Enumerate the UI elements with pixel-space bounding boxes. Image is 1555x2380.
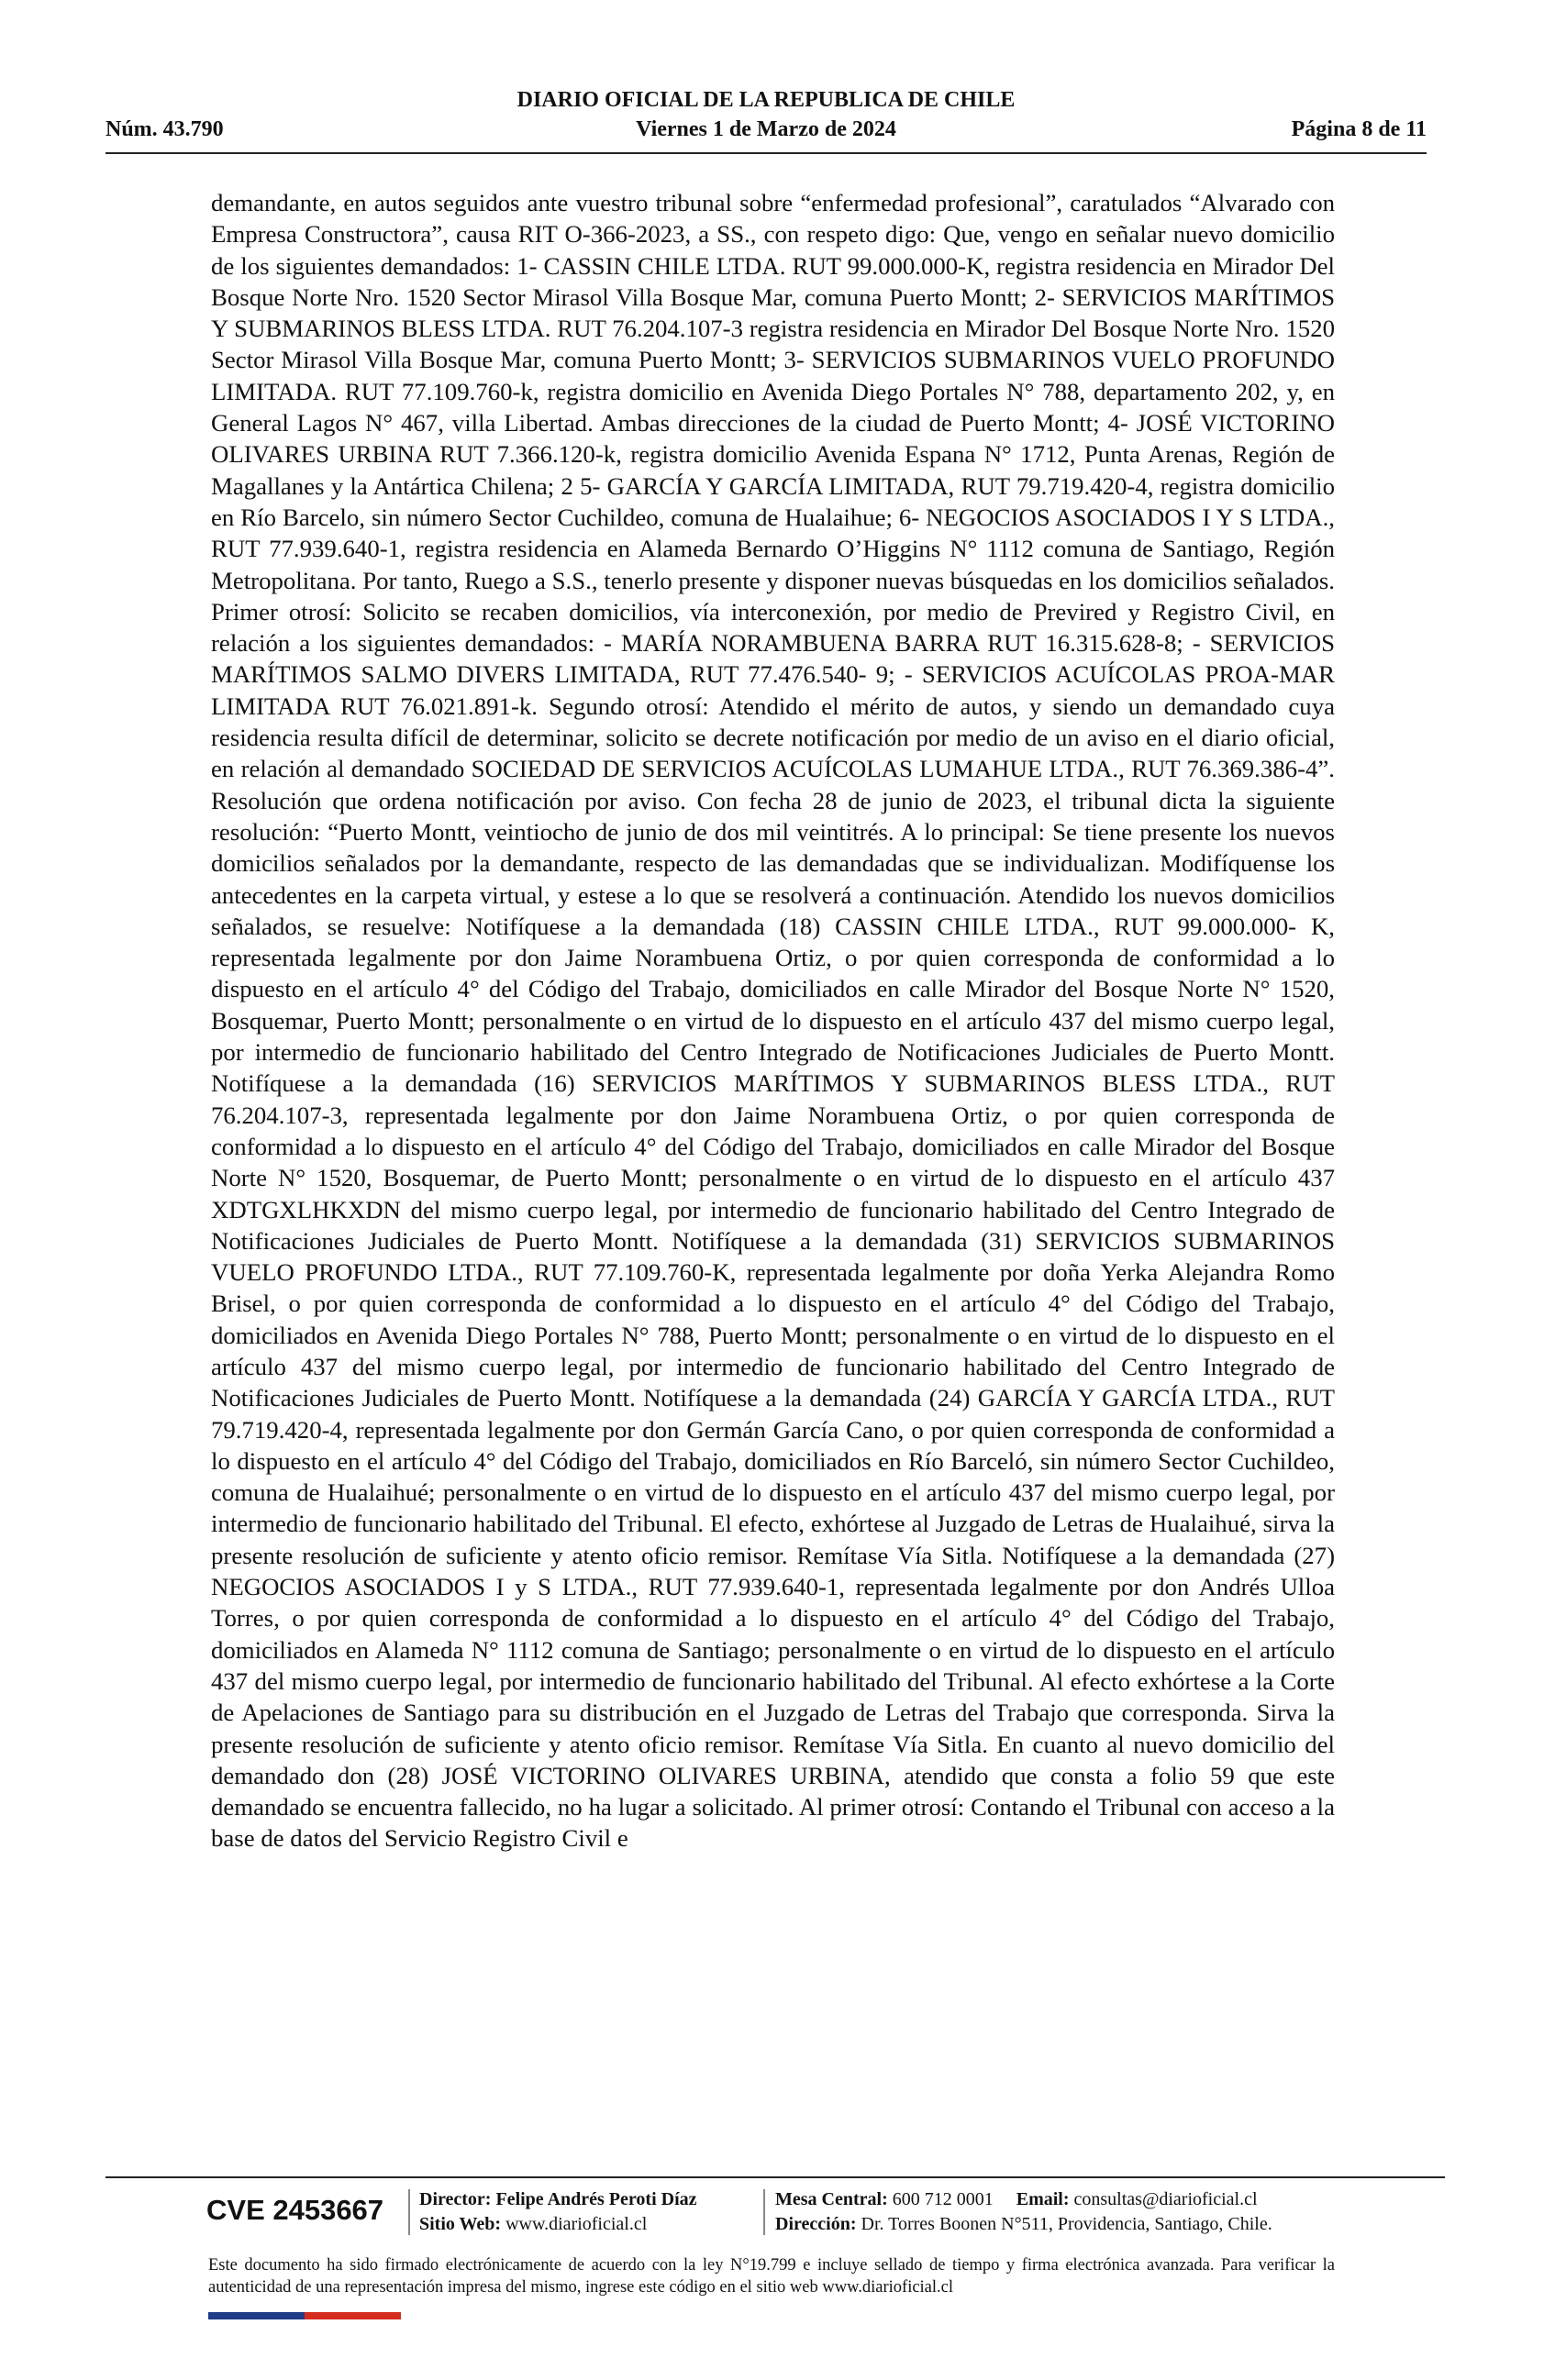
address-line [775, 2212, 1272, 2237]
website-label: Sitio Web: [419, 2214, 502, 2234]
issue-number: Núm. 43.790 [106, 117, 224, 141]
address-value: Dr. Torres Boonen N°511, Providencia, Santiago, Chile. [861, 2214, 1272, 2234]
footer-contact-block [775, 2187, 1272, 2237]
website-link[interactable]: www.diarioficial.cl [505, 2214, 648, 2234]
email-label: Email: [1016, 2189, 1070, 2209]
body-text: demandante, en autos seguidos ante vuestro tribunal sobre “enfermedad profesional”, caratulados “Alvarado con Empresa Constructora”, causa RIT O-366-2023, a SS., con respeto digo: Que, vengo en señalar nuevo domicilio de los siguientes demandados: 1- CASSIN CHILE LTDA. RUT 99.000.000-K, registra residencia en Mirador Del Bosque Norte Nro. 1520 Sector Mirasol Villa Bosque Mar, comuna Puerto Montt; 2- SERVICIOS MARÍTIMOS Y SUBMARINOS BLESS LTDA. RUT 76.204.107-3 registra residencia en Mirador Del Bosque Norte Nro. 1520 Sector Mirasol Villa Bosque Mar, comuna Puerto Montt; 3- SERVICIOS SUBMARINOS VUELO PROFUNDO LIMITADA. RUT 77.109.760-k, registra domicilio en Avenida Diego Portales N° 788, departamento 202, y, en General Lagos N° 467, villa Libertad. Ambas direcciones de la ciudad de Puerto Montt; 4- JOSÉ VICTORINO OLIVARES URBINA RUT 7.366.120-k, registra domicilio Avenida Espana N° 1712, Punta Arenas, Región de Magallanes y la Antártica Chilena; 2 5- GARCÍA Y GARCÍA LIMITADA, RUT 79.719.420-4, registra domicilio en Río Barcelo, sin número Sector Cuchildeo, comuna de Hualaihue; 6- NEGOCIOS ASOCIADOS I Y S LTDA., RUT 77.939.640-1, registra residencia en Alameda Bernardo O’Higgins N° 1112 comuna de Santiago, Región Metropolitana. Por tanto, Ruego a S.S., tenerlo presente y disponer nuevas búsquedas en los domicilios señalados. Primer otrosí: Solicito se recaben domicilios, vía interconexión, por medio de Previred y Registro Civil, en relación a los siguientes demandados: - MARÍA NORAMBUENA BARRA RUT 16.315.628-8; - SERVICIOS MARÍTIMOS SALMO DIVERS LIMITADA, RUT 77.476.540- 9; - SERVICIOS ACUÍCOLAS PROA-MAR LIMITADA RUT 76.021.891-k. Segundo otrosí: Atendido el mérito de autos, y siendo un demandado cuya residencia resulta difícil de determinar, solicito se decrete notificación por medio de un aviso en el diario oficial, en relación al demandado SOCIEDAD DE SERVICIOS ACUÍCOLAS LUMAHUE LTDA., RUT 76.369.386-4”. Resolución que ordena notificación por aviso. Con fecha 28 de junio de 2023, el tribunal dicta la siguiente resolución: “Puerto Montt, veintiocho de junio de dos mil veintitrés. A lo principal: Se tiene presente los nuevos domicilios señalados por la demandante, respecto de las demandadas que se individualizan. Modifíquense los antecedentes en la carpeta virtual, y estese a lo que se resolverá a continuación. Atendido los nuevos domicilios señalados, se resuelve: Notifíquese a la demandada (18) CASSIN CHILE LTDA., RUT 99.000.000- K, representada legalmente por don Jaime Norambuena Ortiz, o por quien corresponda de conformidad a lo dispuesto en el artículo 4° del Código del Trabajo, domiciliados en calle Mirador del Bosque Norte N° 1520, Bosquemar, Puerto Montt; personalmente o en virtud de lo dispuesto en el artículo 437 del mismo cuerpo legal, por intermedio de funcionario habilitado del Centro Integrado de Notificaciones Judiciales de Puerto Montt. Notifíquese a la demandada (16) SERVICIOS MARÍTIMOS Y SUBMARINOS BLESS LTDA., RUT 76.204.107-3, representada legalmente por don Jaime Norambuena Ortiz, o por quien corresponda de conformidad a lo dispuesto en el artículo 4° del Código del Trabajo, domiciliados en calle Mirador del Bosque Norte N° 1520, Bosquemar, de Puerto Montt; personalmente o en virtud de lo dispuesto en el artículo 437 XDTGXLHKXDN del mismo cuerpo legal, por intermedio de funcionario habilitado del Centro Integrado de Notificaciones Judiciales de Puerto Montt. Notifíquese a la demandada (31) SERVICIOS SUBMARINOS VUELO PROFUNDO LTDA., RUT 77.109.760-K, representada legalmente por doña Yerka Alejandra Romo Brisel, o por quien corresponda de conformidad a lo dispuesto en el artículo 4° del Código del Trabajo, domiciliados en Avenida Diego Portales N° 788, Puerto Montt; personalmente o en virtud de lo dispuesto en el artículo 437 del mismo cuerpo legal, por intermedio de funcionario habilitado del Centro Integrado de Notificaciones Judiciales de Puerto Montt. Notifíquese a la demandada (24) GARCÍA Y GARCÍA LTDA., RUT 79.719.420-4, representada legalmente por don Germán García Cano, o por quien corresponda de conformidad a lo dispuesto en el artículo 4° del Código del Trabajo, domiciliados en Río Barceló, sin número Sector Cuchildeo, comuna de Hualaihué; personalmente o en virtud de lo dispuesto en el artículo 437 del mismo cuerpo legal, por intermedio de funcionario habilitado del Tribunal. El efecto, exhórtese al Juzgado de Letras de Hualaihué, sirva la presente resolución de suficiente y atento oficio remisor. Remítase Vía Sitla. Notifíquese a la demandada (27) NEGOCIOS ASOCIADOS I y S LTDA., RUT 77.939.640-1, representada legalmente por don Andrés Ulloa Torres, o por quien corresponda de conformidad a lo dispuesto en el artículo 4° del Código del Trabajo, domiciliados en Alameda N° 1112 comuna de Santiago; personalmente o en virtud de lo dispuesto en el artículo 437 del mismo cuerpo legal, por intermedio de funcionario habilitado del Tribunal. Al efecto exhórtese a la Corte de Apelaciones de Santiago para su distribución en el Juzgado de Letras del Trabajo que corresponda. Sirva la presente resolución de suficiente y atento oficio remisor. Remítase Vía Sitla. En cuanto al nuevo domicilio del demandado don (28) JOSÉ VICTORINO OLIVARES URBINA, atendido que consta a folio 59 que este demandado se encuentra fallecido, no ha lugar a solicitado. Al primer otrosí: Contando el Tribunal con acceso a la base de datos del Servicio Registro Civil e [211, 189, 1335, 1853]
mesa-label: Mesa Central: [775, 2189, 888, 2209]
footer-separator [763, 2189, 765, 2235]
contact-line [775, 2187, 1272, 2212]
address-label: Dirección: [775, 2214, 857, 2234]
website-line [419, 2212, 697, 2237]
newspaper-title: DIARIO OFICIAL DE LA REPUBLICA DE CHILE [516, 88, 1016, 112]
page-number: Página 8 de 11 [1291, 117, 1427, 141]
director-line [419, 2187, 697, 2212]
cve-code: CVE 2453667 [206, 2194, 384, 2226]
flag-red-segment [305, 2312, 401, 2319]
flag-blue-segment [208, 2312, 305, 2319]
footer-divider [106, 2176, 1445, 2178]
legal-notice: Este documento ha sido firmado electrónicamente de acuerdo con la ley N°19.799 e incluye sellado de tiempo y firma electrónica avanzada. Para verificar la autenticidad de una representación impresa del mismo, ingrese este código en el sitio web www.diarioficial.cl [208, 2256, 1335, 2297]
email-link[interactable]: consultas@diarioficial.cl [1073, 2189, 1258, 2209]
director-label: Director: [419, 2189, 492, 2209]
footer-director-block [419, 2187, 697, 2237]
footer-separator [408, 2189, 410, 2235]
mesa-phone: 600 712 0001 [892, 2189, 994, 2209]
issue-date: Viernes 1 de Marzo de 2024 [636, 117, 896, 141]
page-header [106, 88, 1427, 152]
director-name: Felipe Andrés Peroti Díaz [495, 2189, 697, 2209]
chile-flag-stripe [208, 2312, 401, 2319]
header-divider [106, 152, 1427, 154]
